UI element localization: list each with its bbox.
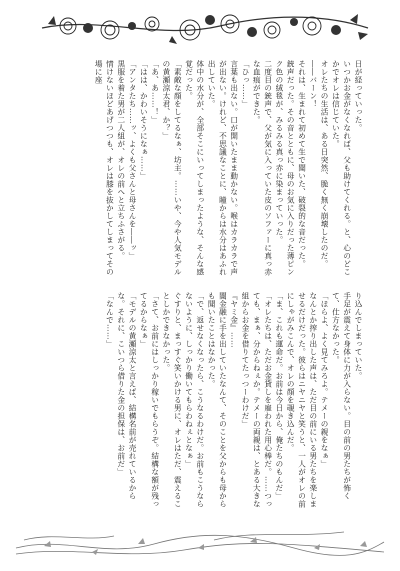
paragraph: 銃声だった。その音とともに、母のお気に入りだった薄ピンク色の絨毯が、みるみる真っ赤に染まっていった。	[274, 60, 296, 276]
text-column-top	[34, 60, 364, 280]
paragraph: 「さて、お前にはしっかり稼いでもらうぞ。結構な額が残ってるからなぁ」	[139, 292, 160, 508]
paragraph: 情けないほどあげつつも、オレは膝を抜かしてしまってその場に座	[94, 60, 115, 276]
paragraph: 二度目の銃声で、父が気に入っていた皮のソファーに真っ赤な血痕ができた。	[252, 60, 273, 276]
paragraph: 『ヤミ金』……	[229, 292, 239, 348]
vine-border-decoration	[14, 518, 386, 562]
paragraph: それは、生まれて初めて生で聞いた、破裂的な音だった。	[297, 60, 307, 268]
floral-garland-decoration	[40, 6, 370, 50]
paragraph: 黒服を着た男が二人組が、オレの前へと立ちふさがる。	[116, 60, 126, 260]
paragraph: 言葉も出ない。口が開いたまま動かない。喉はカラカラで声が出ない。けれど、不思議なことに、瞳からは水分はあふれ出していた。	[207, 60, 239, 276]
paragraph: なんとか搾り出した声は、ただ目の前にいる男たちを楽しませるだけだった。彼らはニヤニヤと笑うと、一人がオレの前にしゃがみこんで、オレの顔を覗き込んだ。	[286, 292, 318, 508]
paragraph: 「はは、かわいそうになぁ……」	[139, 60, 149, 180]
paragraph: り込んでしまっていた。	[354, 292, 363, 380]
paragraph: 「ま、これも運命だ。お前は今日から、俺たちのもんだ」	[274, 292, 284, 500]
paragraph: ぐすりと、まっすぐ笑いかける男に、オレはただ、震えることしかできなかった。	[161, 292, 183, 508]
paragraph: いつかお金がなくなれば、父も助けてくれる。と、心のどこかでオレは信じていた。	[331, 60, 352, 276]
text-column-bottom	[34, 292, 364, 510]
paragraph: 闇金融に手を出していたなんて、そのことを父からも母からも聞いたことはなかった。	[207, 292, 228, 508]
paragraph: 「なんで……」	[105, 292, 115, 348]
paragraph: 「アンタたち……ッ、よくも父さんと母さんを――ッ」	[128, 60, 138, 260]
paragraph: 「素敵な顔をしてるなぁ、坊主。……いや、今や人気モデルの黄瀬涼太君、か？」	[161, 60, 183, 276]
paragraph: 日が経っていった。	[354, 60, 363, 132]
paragraph: 「ほらよ、よく見てみろよ。テメーの親をなぁ」	[320, 292, 330, 468]
paragraph: 「で、返せなくなったら、こうなるわけだ。お前もこうならないように、しっかり働いてもらわねぇとなぁ」	[184, 292, 205, 508]
paragraph: ――バーン！	[308, 60, 318, 108]
paragraph: 体中の水分が、全部そこにいってしまったような、そんな感覚だった。	[184, 60, 205, 276]
paragraph: 「ひっ……」	[241, 60, 251, 108]
paragraph: 「オレたちは、ただお金貸しを雇われた用心棒だ。……つっても、まぁ、分からねぇか。テメーの両親は、とある大きな組からお金を借りてたっつーわけだ」	[241, 292, 273, 508]
paragraph: 「モデルの黄瀬涼太と言えば、結構名前が売れているからな。それに、こいつら借りた金の担保は、お前だ」	[116, 292, 138, 500]
paragraph: 手足が震えて身体に力が入らない。目の前の男たちが怖くて、仕方なかった。	[331, 292, 352, 500]
paragraph: オレたちの生活は、ある日突然、脆く無く崩壊したのだ。	[320, 60, 330, 268]
paragraph: 「あ、あ……！」	[150, 60, 160, 124]
